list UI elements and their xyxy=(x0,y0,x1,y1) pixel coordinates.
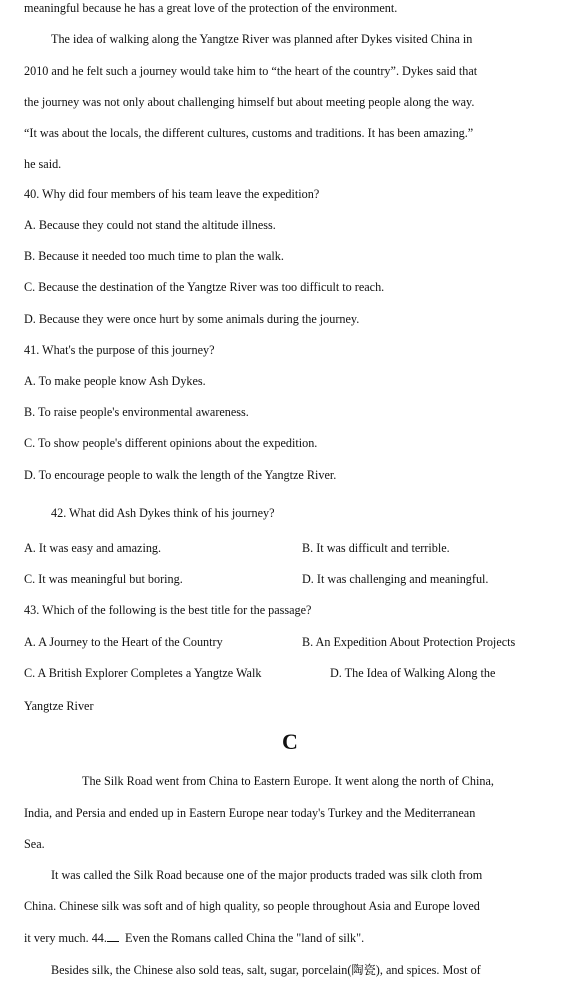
passage-line: he said. xyxy=(24,157,62,171)
option-a: A. To make people know Ash Dykes. xyxy=(24,374,206,388)
option-b: B. To raise people's environmental awareness. xyxy=(24,405,249,419)
option-c: C. Because the destination of the Yangtze River was too difficult to reach. xyxy=(24,280,385,294)
passage-line: China. Chinese silk was soft and of high quality, so people throughout Asia and Europe loved xyxy=(24,899,480,913)
option-row xyxy=(24,571,560,587)
option-row xyxy=(24,665,560,681)
option-d-continued: Yangtze River xyxy=(24,699,94,713)
answer-blank xyxy=(107,929,119,942)
question-stem: 43. Which of the following is the best title for the passage? xyxy=(24,603,312,617)
option-a: A. Because they could not stand the altitude illness. xyxy=(24,218,276,232)
blank-number: it very much. 44. xyxy=(24,931,107,945)
question-stem: 41. What's the purpose of this journey? xyxy=(24,343,215,357)
passage-line: Sea. xyxy=(24,837,45,851)
option-c: C. It was meaningful but boring. xyxy=(24,572,183,586)
question-stem: 42. What did Ash Dykes think of his journey? xyxy=(51,506,275,520)
passage-line: It was called the Silk Road because one of the major products traded was silk cloth from xyxy=(51,868,483,882)
passage-line: meaningful because he has a great love of the protection of the environment. xyxy=(24,1,398,15)
option-d: D. It was challenging and meaningful. xyxy=(302,572,489,586)
option-d: D. To encourage people to walk the length of the Yangtze River. xyxy=(24,468,337,482)
question-stem: 40. Why did four members of his team leave the expedition? xyxy=(24,187,320,201)
option-a: A. A Journey to the Heart of the Country xyxy=(24,635,223,649)
option-d: D. The Idea of Walking Along the xyxy=(330,666,496,680)
passage-line: 2010 and he felt such a journey would take him to “the heart of the country”. Dykes said that xyxy=(24,64,478,78)
option-b: B. Because it needed too much time to plan the walk. xyxy=(24,249,284,263)
passage-line: India, and Persia and ended up in Eastern Europe near today's Turkey and the Mediterranean xyxy=(24,806,476,820)
option-c: C. To show people's different opinions about the expedition. xyxy=(24,436,318,450)
option-b: B. An Expedition About Protection Projects xyxy=(302,635,516,649)
passage-line: The Silk Road went from China to Eastern Europe. It went along the north of China, xyxy=(82,774,494,788)
passage-line: “It was about the locals, the different cultures, customs and traditions. It has been amazing.” xyxy=(24,126,474,140)
section-heading: C xyxy=(282,729,298,754)
option-row xyxy=(24,540,560,556)
option-d: D. Because they were once hurt by some animals during the journey. xyxy=(24,312,360,326)
passage-line: the journey was not only about challenging himself but about meeting people along the way. xyxy=(24,95,475,109)
blank-sentence: Even the Romans called China the "land of silk". xyxy=(125,931,365,945)
passage-line: Besides silk, the Chinese also sold teas, salt, sugar, porcelain(陶瓷), and spices. Most of xyxy=(51,963,481,977)
passage-line: The idea of walking along the Yangtze River was planned after Dykes visited China in xyxy=(51,32,473,46)
option-b: B. It was difficult and terrible. xyxy=(302,541,450,555)
passage-line-with-blank xyxy=(24,929,364,946)
option-a: A. It was easy and amazing. xyxy=(24,541,162,555)
option-row xyxy=(24,634,560,650)
option-c: C. A British Explorer Completes a Yangtze Walk xyxy=(24,666,262,680)
